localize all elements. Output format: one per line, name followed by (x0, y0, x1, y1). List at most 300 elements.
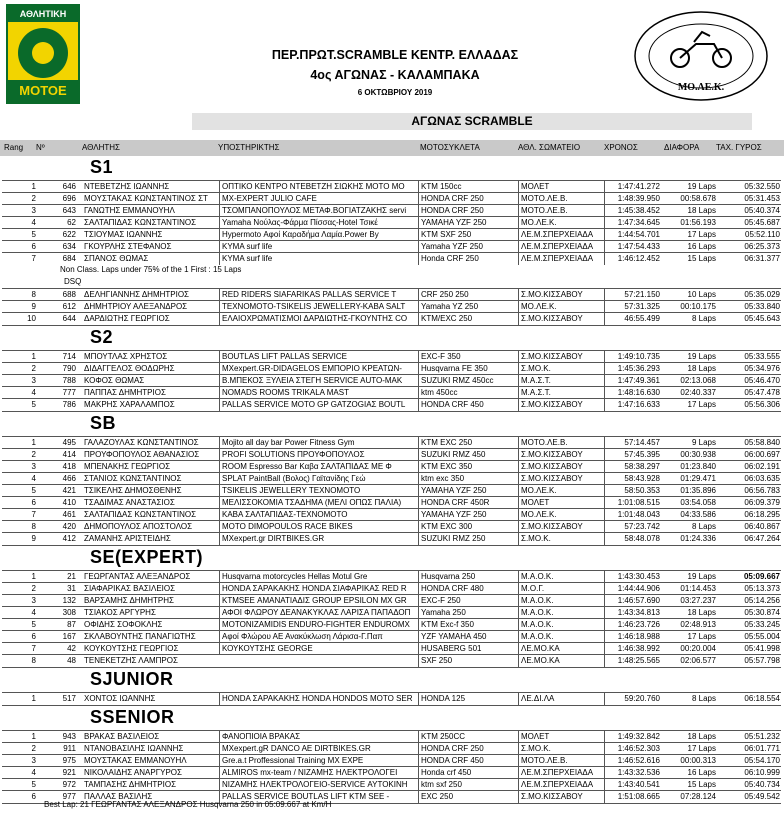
championship-title: ΠΕΡ.ΠΡΩΤ.SCRAMBLE ΚΕΝΤΡ. ΕΛΛΑΔΑΣ (271, 48, 519, 62)
cell-cl: ΜΟ.ΛΕ.Κ. (518, 301, 604, 313)
cell-sp: Husqvarna motorcycles Hellas Motul Gre (219, 571, 417, 583)
cell-sp: PALLAS SERVICE MOTO GP GATZOGIAΣ BOUTL (219, 399, 417, 411)
cell-nr: 421 (62, 486, 76, 495)
cell-lp: 05:32.550 (744, 182, 780, 191)
cell-sp: RED RIDERS SIAFARIKAS PALLAS SERVICE T (219, 289, 417, 301)
cell-nr: 972 (62, 780, 76, 789)
cell-lp: 05:40.374 (744, 206, 780, 215)
cell-rk: 6 (2, 631, 36, 643)
cell-mo: Husqvarna FE 350 (418, 363, 518, 375)
cell-rk: 7 (2, 253, 36, 265)
column-header: ΤΑΧ. ΓΥΡΟΣ (716, 143, 762, 152)
cell-rd: ΒΑΡΣΑΜΗΣ ΔΗΜΗΤΡΗΣ (84, 596, 174, 605)
cell-mo: YAMAHA YZF 250 (418, 217, 518, 229)
cell-sp: NOMADS ROOMS TRIKALA MAST (219, 387, 417, 399)
cell-lp: 05:54.170 (744, 756, 780, 765)
cell-mo: HONDA CRF 250 (418, 205, 518, 217)
cell-mo: HONDA CRF 250 (418, 193, 518, 205)
cell-lp: 06:18.554 (744, 694, 780, 703)
logo-bottom-text: MOTOE (8, 80, 78, 102)
cell-df: 01:23.840 (680, 462, 716, 471)
cell-tm: 1:49:10.735 (604, 351, 660, 363)
cell-sp: Hypermoto Αφοί Καραδήμα Λαμία.Power By (219, 229, 417, 241)
cell-df: 01:29.471 (680, 474, 716, 483)
cell-rd: ΚΟΥΚΟΥΤΣΗΣ ΓΕΩΡΓΙΟΣ (84, 644, 179, 653)
cell-cl: Μ.Α.Ο.Κ. (518, 607, 604, 619)
cell-rd: ΜΠΟΥΤΛΑΣ ΧΡΗΣΤΟΣ (84, 352, 168, 361)
cell-rk: 3 (2, 375, 36, 387)
cell-tm: 57:21.150 (604, 289, 660, 301)
cell-lp: 06:25.373 (744, 242, 780, 251)
cell-mo: HONDA CRF 450 (418, 399, 518, 411)
cell-tm: 57:45.395 (604, 449, 660, 461)
cell-cl: ΜΟΛΕΤ (518, 731, 604, 743)
club-logo (630, 8, 772, 104)
cell-rd: ΜΟΥΣΤΑΚΑΣ ΚΩΝΣΤΑΝΤΙΝΟΣ ΣΤ (84, 194, 208, 203)
cell-nr: 414 (62, 450, 76, 459)
cell-rk: 1 (2, 181, 36, 193)
class-heading: S1 (90, 157, 114, 177)
cell-mo: Husqvarna 250 (418, 571, 518, 583)
cell-nr: 21 (67, 572, 76, 581)
cell-sp: HONDA ΣΑΡΑΚΑΚΗΣ HONDA ΣΙΑΦΑΡΙΚΑΣ RED R (219, 583, 417, 595)
cell-rd: ΜΑΚΡΗΣ ΧΑΡΑΛΑΜΠΟΣ (84, 400, 175, 409)
non-classified-note: Non Class. Laps under 75% of the 1 First : 15 Laps (60, 265, 242, 274)
cell-cl: ΛΕ.Μ.ΣΠΕΡΧΕΙΑΔΑ (518, 779, 604, 791)
class-heading: SSENIOR (90, 707, 175, 727)
cell-lp: 05:09.667 (743, 572, 780, 581)
cell-rk: 4 (2, 387, 36, 399)
cell-df: 00:30.938 (680, 450, 716, 459)
cell-mo: KTM SXF 250 (418, 229, 518, 241)
cell-lp: 06:56.783 (744, 486, 780, 495)
cell-nr: 644 (62, 314, 76, 323)
cell-sp: ΤΣΟΜΠΑΝΟΠΟΥΛΟΣ ΜΕΤΑΦ.ΒΟΓΙΑΤΖΑΚΗΣ servi (219, 205, 417, 217)
cell-lp: 06:10.999 (744, 768, 780, 777)
cell-tm: 1:47:16.633 (604, 399, 660, 411)
cell-rd: ΤΑΜΠΑΣΗΣ ΔΗΜΗΤΡΙΟΣ (84, 780, 177, 789)
cell-nr: 167 (62, 632, 76, 641)
cell-cl: Σ.ΜΟ.ΚΙΣΣΑΒΟΥ (518, 449, 604, 461)
cell-mo: Honda CRF 250 (418, 253, 518, 265)
class-heading: SE(EXPERT) (90, 547, 204, 567)
title-block (170, 48, 620, 97)
cell-rk: 2 (2, 193, 36, 205)
cell-tm: 1:01:48.043 (604, 509, 660, 521)
cell-rk: 5 (2, 229, 36, 241)
cell-lp: 06:00.697 (744, 450, 780, 459)
cell-rk: 6 (2, 497, 36, 509)
cell-cl: ΜΟ.ΛΕ.Κ. (518, 509, 604, 521)
cell-nr: 943 (62, 732, 76, 741)
logo-top-text: ΑΘΛΗΤΙΚΗ (8, 6, 78, 22)
cell-nr: 132 (62, 596, 76, 605)
cell-lp: 05:52.110 (745, 230, 780, 239)
cell-sp: MX-EXPERT JULIO CAFE (219, 193, 417, 205)
cell-df: 15 Laps (687, 254, 716, 263)
cell-mo: Yamaha YZF 250 (418, 241, 518, 253)
cell-rk: 10 (2, 313, 36, 325)
cell-nr: 696 (62, 194, 76, 203)
cell-mo: EXC-F 350 (418, 351, 518, 363)
cell-cl: Σ.ΜΟ.ΚΙΣΣΑΒΟΥ (518, 791, 604, 803)
cell-rk: 1 (2, 731, 36, 743)
cell-df: 19 Laps (687, 352, 716, 361)
cell-tm: 1:45:36.293 (604, 363, 660, 375)
cell-lp: 05:14.256 (744, 596, 780, 605)
cell-sp: ΑΦΟΙ ΦΛΩΡΟΥ ΔΕΑΝΑΚΥΚΛΑΣ ΛΑΡΙΣΑ ΠΑΠΑΔΟΠ (219, 607, 417, 619)
cell-rd: ΣΠΑΝΟΣ ΘΩΜΑΣ (84, 254, 149, 263)
table-row (2, 252, 781, 265)
cell-mo: SUZUKI RMZ 450 (418, 449, 518, 461)
cell-tm: 1:44:44.906 (604, 583, 660, 595)
cell-cl: ΛΕ.Μ.ΣΠΕΡΧΕΙΑΔΑ (518, 253, 604, 265)
cell-rk: 1 (2, 437, 36, 449)
cell-tm: 1:46:18.988 (604, 631, 660, 643)
cell-tm: 1:51:08.665 (604, 791, 660, 803)
cell-nr: 495 (62, 438, 76, 447)
cell-sp: MXexpert.gr DIRTBIKES.GR (219, 533, 417, 545)
cell-rd: ΔΙΔΑΓΓΕΛΟΣ ΘΟΔΩΡΗΣ (84, 364, 175, 373)
cell-rk: 3 (2, 595, 36, 607)
cell-rk: 2 (2, 743, 36, 755)
cell-tm: 1:46:38.992 (604, 643, 660, 655)
cell-tm: 1:49:32.842 (604, 731, 660, 743)
cell-lp: 05:58.840 (744, 438, 780, 447)
cell-rd: ΒΡΑΚΑΣ ΒΑΣΙΛΕΙΟΣ (84, 732, 160, 741)
cell-rd: ΜΟΥΣΤΑΚΑΣ ΕΜΜΑΝΟΥΗΛ (84, 756, 187, 765)
cell-sp: PROFI SOLUTIONS ΠΡΟΥΦΟΠΟΥΛΟΣ (219, 449, 417, 461)
cell-cl: ΛΕ.ΜΟ.ΚΑ (518, 643, 604, 655)
cell-rk: 5 (2, 399, 36, 411)
logo-athlitiki-moto (6, 4, 80, 104)
cell-tm: 1:47:49.361 (604, 375, 660, 387)
cell-tm: 1:46:12.452 (604, 253, 660, 265)
cell-rd: ΟΦΙΔΗΣ ΣΟΦΟΚΛΗΣ (84, 620, 163, 629)
cell-mo: YAMAHA YZF 250 (418, 509, 518, 521)
cell-df: 15 Laps (687, 780, 716, 789)
class-heading: SB (90, 413, 117, 433)
cell-rd: ΠΑΛΛΑΣ ΒΑΣΙΛΗΣ (84, 792, 153, 801)
cell-lp: 06:03.635 (744, 474, 780, 483)
cell-tm: 1:46:52.303 (604, 743, 660, 755)
cell-tm: 58:50.353 (604, 485, 660, 497)
cell-rd: ΓΑΛΑΖΟΥΛΑΣ ΚΩΝΣΤΑΝΤΙΝΟΣ (84, 438, 199, 447)
cell-mo: KTM EXC 350 (418, 461, 518, 473)
cell-df: 17 Laps (687, 632, 716, 641)
cell-rk: 1 (2, 351, 36, 363)
cell-rk: 8 (2, 521, 36, 533)
cell-tm: 1:47:54.433 (604, 241, 660, 253)
cell-lp: 05:33.555 (744, 352, 780, 361)
table-row (2, 532, 781, 546)
cell-tm: 57:23.742 (604, 521, 660, 533)
cell-nr: 412 (62, 534, 76, 543)
cell-nr: 921 (62, 768, 76, 777)
cell-lp: 05:49.542 (744, 792, 780, 801)
cell-nr: 977 (62, 792, 76, 801)
cell-lp: 05:45.643 (744, 314, 780, 323)
cell-tm: 57:14.457 (604, 437, 660, 449)
cell-rd: ΔΑΡΔΙΩΤΗΣ ΓΕΩΡΓΙΟΣ (84, 314, 170, 323)
cell-rk: 2 (2, 449, 36, 461)
cell-mo: KTM/EXC 250 (418, 313, 518, 325)
cell-rd: ΝΤΑΝΟΒΑΣΙΛΗΣ ΙΩΑΝΝΗΣ (84, 744, 184, 753)
cell-rk: 6 (2, 791, 36, 803)
cell-mo: HONDA CRF 450 (418, 755, 518, 767)
cell-cl: Μ.Α.Ο.Κ. (518, 631, 604, 643)
cell-cl: ΛΕ.Μ.ΣΠΕΡΧΕΙΑΔΑ (518, 767, 604, 779)
cell-sp: Gre.a.t Proffessional Training MX EXPE (219, 755, 417, 767)
cell-cl: Σ.ΜΟ.ΚΙΣΣΑΒΟΥ (518, 461, 604, 473)
cell-rd: ΔΗΜΟΠΟΥΛΟΣ ΑΠΟΣΤΟΛΟΣ (84, 522, 193, 531)
cell-sp: Αφοί Φλώρου ΑΕ Ανακύκλωση Λάρισα-Γ.Παπ (219, 631, 417, 643)
race-date: 6 ΟΚΤΩΒΡΙΟΥ 2019 (357, 88, 433, 97)
cell-sp: ΦΑΝΟΠΙΟΙΑ ΒΡΑΚΑΣ (219, 731, 417, 743)
class-heading: S2 (90, 327, 114, 347)
cell-mo: EXC 250 (418, 791, 518, 803)
cell-mo: YAMAHA YZF 250 (418, 485, 518, 497)
cell-cl: Σ.ΜΟ.Κ. (518, 363, 604, 375)
cell-df: 00:58.678 (680, 194, 716, 203)
cell-mo: KTM EXC 300 (418, 521, 518, 533)
cell-mo: SUZUKI RMZ 250 (418, 533, 518, 545)
cell-nr: 688 (62, 290, 76, 299)
cell-cl: ΜΟΤΟ.ΛΕ.Β. (518, 193, 604, 205)
cell-mo: Yamaha 250 (418, 607, 518, 619)
cell-lp: 05:35.029 (744, 290, 780, 299)
cell-cl: Σ.ΜΟ.ΚΙΣΣΑΒΟΥ (518, 313, 604, 325)
cell-cl: Μ.Α.Ο.Κ. (518, 595, 604, 607)
cell-cl: Σ.ΜΟ.Κ. (518, 533, 604, 545)
cell-cl: ΜΟΛΕΤ (518, 181, 604, 193)
cell-cl: ΜΟΤΟ.ΛΕ.Β. (518, 437, 604, 449)
best-lap: Best Lap: 21 ΓΕΩΡΓΑΝΤΑΣ ΑΛΕΞΑΝΔΡΟΣ Husqvarna 250 in 05:09.667 at Km/H (44, 800, 332, 809)
cell-cl: ΜΟ.ΛΕ.Κ. (518, 217, 604, 229)
cell-nr: 87 (67, 620, 76, 629)
cell-nr: 410 (62, 498, 76, 507)
column-header: ΧΡΟΝΟΣ (604, 143, 638, 152)
cell-rk: 2 (2, 583, 36, 595)
cell-rd: ΖΑΜΑΝΗΣ ΑΡΙΣΤΕΙΔΗΣ (84, 534, 171, 543)
cell-sp: ΝΙΖΑΜΗΣ ΗΛΕΚΤΡΟΛΟΓΕΙΟ-SERVICE ΑΥΤΟΚΙΝΗ (219, 779, 417, 791)
cell-sp: KTMSEE ΑΜΑΝΑΤΙΑΔΙΣ GROUP EPSILON MX GR (219, 595, 417, 607)
cell-tm: 46:55.499 (604, 313, 660, 325)
cell-rk: 4 (2, 767, 36, 779)
cell-lp: 06:47.264 (744, 534, 780, 543)
cell-cl: Σ.ΜΟ.ΚΙΣΣΑΒΟΥ (518, 399, 604, 411)
cell-nr: 788 (62, 376, 76, 385)
cell-lp: 05:40.734 (744, 780, 780, 789)
cell-sp: ΕΛΑΙΟΧΡΩΜΑΤΙΣΜΟΙ ΔΑΡΔΙΩΤΗΣ-ΓΚΟΥΝΤΗΣ CO (219, 313, 417, 325)
table-row (2, 312, 781, 326)
cell-tm: 1:43:40.541 (604, 779, 660, 791)
cell-mo: Yamaha YZ 250 (418, 301, 518, 313)
cell-df: 9 Laps (691, 438, 716, 447)
cell-rd: ΜΠΕΝΑΚΗΣ ΓΕΩΡΓΙΟΣ (84, 462, 171, 471)
cell-df: 07:28.124 (680, 792, 716, 801)
cell-nr: 911 (63, 744, 76, 753)
cell-sp: MXexpert.gR DANCO AE DIRTBIKES.GR (219, 743, 417, 755)
column-header: ΑΘΛΗΤΗΣ (82, 143, 120, 152)
cell-rd: ΤΣΙΚΕΛΗΣ ΔΗΜΟΣΘΕΝΗΣ (84, 486, 182, 495)
cell-df: 18 Laps (687, 206, 716, 215)
cell-lp: 05:55.004 (744, 632, 780, 641)
cell-rd: ΤΣΑΔΙΜΑΣ ΑΝΑΣΤΑΣΙΟΣ (84, 498, 175, 507)
cell-cl: ΜΟ.ΛΕ.Κ. (518, 485, 604, 497)
cell-lp: 05:34.976 (744, 364, 780, 373)
cell-tm: 1:48:39.950 (604, 193, 660, 205)
cell-rd: ΣΚΛΑΒΟΥΝΤΗΣ ΠΑΝΑΓΙΩΤΗΣ (84, 632, 196, 641)
cell-rd: ΤΕΝΕΚΕΤΖΗΣ ΛΑΜΠΡΟΣ (84, 656, 178, 665)
cell-rd: ΣΑΛΤΑΠΙΔΑΣ ΚΩΝΣΤΑΝΤΙΝΟΣ (84, 510, 197, 519)
cell-rd: ΤΣΙΟΥΜΑΣ ΙΩΑΝΝΗΣ (84, 230, 163, 239)
cell-mo: HONDA 125 (418, 693, 518, 705)
cell-rk: 8 (2, 655, 36, 667)
cell-lp: 05:33.840 (744, 302, 780, 311)
cell-rk: 5 (2, 779, 36, 791)
cell-rk: 2 (2, 363, 36, 375)
cell-df: 8 Laps (691, 314, 716, 323)
cell-tm: 1:43:32.536 (604, 767, 660, 779)
column-header: ΥΠΟΣΤΗΡΙΚΤΗΣ (218, 143, 280, 152)
cell-sp: Β.ΜΠΕΚΟΣ ΞΥΛΕΙΑ ΣΤΕΓΗ SERVICE AUTO-MAK (219, 375, 417, 387)
cell-lp: 05:57.798 (744, 656, 780, 665)
cell-rd: ΝΤΕΒΕΤΖΗΣ ΙΩΑΝΝΗΣ (84, 182, 170, 191)
cell-mo: KTM Exc-f 350 (418, 619, 518, 631)
cell-rk: 9 (2, 301, 36, 313)
cell-lp: 05:13.373 (744, 584, 780, 593)
cell-rk: 5 (2, 485, 36, 497)
cell-df: 02:06.577 (680, 656, 716, 665)
cell-df: 17 Laps (687, 400, 716, 409)
cell-df: 03:54.058 (680, 498, 716, 507)
cell-sp: TSIKELIS JEWELLERY ΤΕΧΝΟΜΟΤΟ (219, 485, 417, 497)
cell-lp: 05:41.998 (744, 644, 780, 653)
cell-rd: ΠΑΠΠΑΣ ΔΗΜΗΤΡΙΟΣ (84, 388, 166, 397)
cell-cl: ΛΕ.ΔΙ.ΛΑ (518, 693, 604, 705)
cell-cl: ΛΕ.Μ.ΣΠΕΡΧΕΙΑΔΑ (518, 229, 604, 241)
cell-tm: 1:47:34.645 (604, 217, 660, 229)
cell-rk: 7 (2, 643, 36, 655)
cell-mo: HUSABERG 501 (418, 643, 518, 655)
cell-nr: 31 (67, 584, 76, 593)
cell-mo: KTM 150cc (418, 181, 518, 193)
cell-tm: 57:31.325 (604, 301, 660, 313)
cell-rk: 9 (2, 533, 36, 545)
cell-rk: 3 (2, 461, 36, 473)
column-header: ΔΙΑΦΟΡΑ (664, 143, 700, 152)
cell-cl: Σ.ΜΟ.Κ. (518, 743, 604, 755)
cell-cl: Σ.ΜΟ.ΚΙΣΣΑΒΟΥ (518, 351, 604, 363)
cell-lp: 06:40.867 (744, 522, 780, 531)
cell-lp: 06:09.379 (744, 498, 780, 507)
cell-nr: 42 (67, 644, 76, 653)
cell-mo: EXC-F 250 (418, 595, 518, 607)
cell-tm: 58:48.078 (604, 533, 660, 545)
cell-rd: ΧΟΝΤΟΣ ΙΩΑΝΝΗΣ (84, 694, 156, 703)
cell-rd: ΓΕΩΡΓΑΝΤΑΣ ΑΛΕΞΑΝΔΡΟΣ (84, 572, 191, 581)
cell-tm: 58:43.928 (604, 473, 660, 485)
cell-lp: 06:02.191 (744, 462, 780, 471)
cell-nr: 622 (62, 230, 76, 239)
cell-rk: 4 (2, 607, 36, 619)
column-header: Rang (4, 143, 24, 152)
cell-rd: ΣΤΑΝΙΟΣ ΚΩΝΣΤΑΝΤΙΝΟΣ (84, 474, 182, 483)
cell-rd: ΔΗΜΗΤΡΙΟΥ ΑΛΕΞΑΝΔΡΟΣ (84, 302, 188, 311)
cell-cl: ΜΟΛΕΤ (518, 497, 604, 509)
cell-rk: 1 (2, 693, 36, 705)
cell-rd: ΤΣΙΑΚΟΣ ΑΡΓΥΡΗΣ (84, 608, 156, 617)
cell-rd: ΔΕΛΗΓΙΑΝΝΗΣ ΔΗΜΗΤΡΙΟΣ (84, 290, 189, 299)
cell-df: 02:13.068 (680, 376, 716, 385)
cell-df: 16 Laps (687, 768, 716, 777)
cell-df: 04:33.586 (680, 510, 716, 519)
cell-df: 10 Laps (687, 290, 716, 299)
cell-sp: SPLAT PaintBall (Βολος) Γαϊτανίδης Γεώ (219, 473, 417, 485)
column-header: ΜΟΤΟΣΥΚΛΕΤΑ (420, 143, 480, 152)
cell-cl: ΛΕ.ΜΟ.ΚΑ (518, 655, 604, 667)
cell-tm: 1:01:08.515 (604, 497, 660, 509)
cell-tm: 1:43:34.813 (604, 607, 660, 619)
cell-mo: KTM 250CC (418, 731, 518, 743)
cell-tm: 1:46:23.726 (604, 619, 660, 631)
cell-nr: 643 (62, 206, 76, 215)
cell-sp: ΚΟΥΚΟΥΤΣΗΣ GEORGE (219, 643, 417, 655)
cell-df: 00:00.313 (680, 756, 716, 765)
cell-rk: 3 (2, 755, 36, 767)
table-header (0, 140, 784, 156)
cell-cl: Μ.Α.Σ.Τ. (518, 375, 604, 387)
cell-rd: ΣΑΛΤΑΠΙΔΑΣ ΚΩΝΣΤΑΝΤΙΝΟΣ (84, 218, 197, 227)
cell-cl: ΛΕ.Μ.ΣΠΕΡΧΕΙΑΔΑ (518, 241, 604, 253)
cell-rk: 7 (2, 509, 36, 521)
cell-sp: MOTO DIMOPOULOS RACE BIKES (219, 521, 417, 533)
cell-tm: 58:38.297 (604, 461, 660, 473)
club-logo-text: ΜΟ.ΛΕ.Κ. (677, 82, 725, 93)
cell-lp: 06:01.771 (744, 744, 780, 753)
cell-df: 17 Laps (687, 744, 716, 753)
cell-rd: ΝΙΚΟΛΑΙΔΗΣ ΑΝΑΡΓΥΡΟΣ (84, 768, 182, 777)
cell-sp: PALLAS SERVICE BOUTLAS LIFT KTM SEE - (219, 791, 417, 803)
cell-nr: 684 (62, 254, 76, 263)
cell-mo: SXF 250 (418, 655, 518, 667)
cell-cl: Σ.ΜΟ.ΚΙΣΣΑΒΟΥ (518, 521, 604, 533)
cell-mo: ktm exc 350 (418, 473, 518, 485)
cell-cl: Σ.ΜΟ.ΚΙΣΣΑΒΟΥ (518, 289, 604, 301)
cell-mo: ktm sxf 250 (418, 779, 518, 791)
cell-tm: 1:46:52.616 (604, 755, 660, 767)
cell-df: 18 Laps (687, 364, 716, 373)
cell-tm: 1:46:57.690 (604, 595, 660, 607)
cell-sp: ΜΕΛΙΣΣΟΚΟΜΙΑ ΤΣΑΔΗΜΑ (ΜΕΛΙ ΟΠΩΣ ΠΑΛΙΑ) (219, 497, 417, 509)
cell-df: 01:24.336 (680, 534, 716, 543)
cell-nr: 612 (62, 302, 76, 311)
cell-mo: Honda crf 450 (418, 767, 518, 779)
race-name-banner: ΑΓΩΝΑΣ SCRAMBLE (192, 113, 752, 130)
cell-tm: 1:43:30.453 (604, 571, 660, 583)
cell-cl: Μ.Α.Ο.Κ. (518, 619, 604, 631)
cell-nr: 714 (62, 352, 76, 361)
cell-lp: 05:46.470 (744, 376, 780, 385)
cell-df: 02:48.913 (680, 620, 716, 629)
cell-mo: CRF 250 250 (418, 289, 518, 301)
table-row (2, 654, 781, 668)
cell-sp: MOTONIZAMIDIS ENDURO-FIGHTER ENDUROMX (219, 619, 417, 631)
cell-sp: KYMA surf life (219, 241, 417, 253)
cell-lp: 05:47.478 (744, 388, 780, 397)
cell-nr: 308 (62, 608, 76, 617)
